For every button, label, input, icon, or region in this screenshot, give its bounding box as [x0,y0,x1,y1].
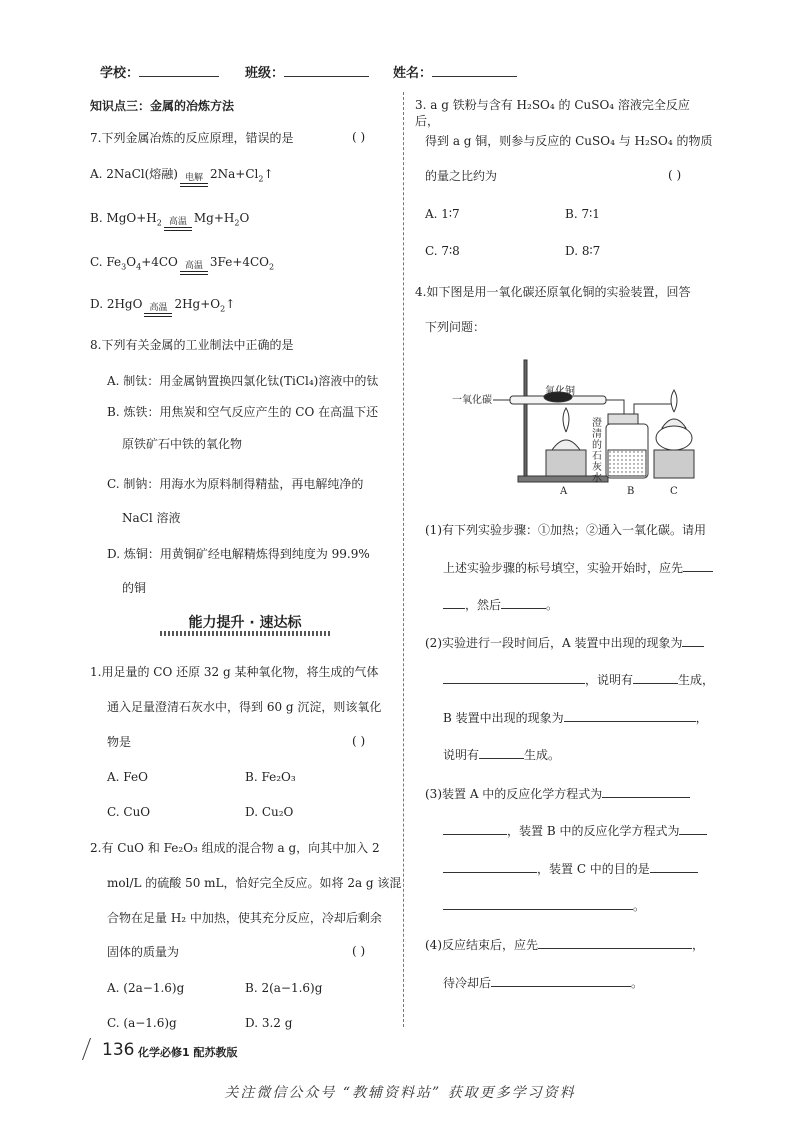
q8-stem: 8.下列有关金属的工业制法中正确的是 [90,338,294,352]
q4-p4-blank2[interactable] [491,975,631,987]
q4-p4-line2: 待冷却后 。 [443,976,644,990]
q7-answer-paren[interactable]: ( ) [352,130,366,144]
q4-p2-blank3[interactable] [633,672,678,684]
q1-line3: 物是 [107,735,132,749]
q4-p3-blank3[interactable] [679,823,707,835]
q1-option-d[interactable]: D. Cu₂O [245,805,294,819]
q8-option-c-line2: NaCl 溶液 [122,511,181,525]
fig-label-cuo: 氧化铜 [545,386,575,397]
q4-p3-line1: (3)装置 A 中的反应化学方程式为 [425,786,690,802]
q4-p3-blank4[interactable] [443,861,537,873]
q1-line1: 1.用足量的 CO 还原 32 g 某种氧化物，将生成的气体 [90,665,379,679]
class-blank[interactable] [284,64,369,77]
fig-label-b: B [627,486,635,497]
q4-p3-blank5[interactable] [650,861,698,873]
page-number: 136 [102,1040,135,1060]
q3-line3: 的量之比约为 [425,169,498,183]
name-label: 姓名： [393,66,433,81]
q7-stem: 7.下列金属冶炼的反应原理，错误的是 [90,131,294,145]
q4-p2-blank5[interactable] [479,747,524,759]
page-number-slash [82,1038,101,1060]
q4-p2-line2: ，说明有 生成， [443,672,714,688]
q2-option-c[interactable]: C. (a−1.6)g [107,1016,177,1030]
q7-option-a[interactable]: A. 2NaCl(熔融) 电解 $2Na+Cl_2↑$ [90,166,390,187]
q7-option-c[interactable]: C. $Fe_3O_4+4CO$ 高温 $3Fe+4CO_2$ [90,254,390,275]
q2-line2: mol/L 的硫酸 50 mL，恰好完全反应。如将 2a g 该混 [107,876,402,890]
fig-label-c: C [670,486,678,497]
q2-option-d[interactable]: D. 3.2 g [245,1016,293,1030]
q8-option-d-line1[interactable]: D. 炼铜：用黄铜矿经电解精炼得到纯度为 99.9% [107,547,370,561]
name-field [393,62,517,81]
q4-line2: 下列问题： [425,320,486,334]
class-field [245,62,369,81]
q2-option-a[interactable]: A. (2a−1.6)g [107,981,185,995]
q4-p1-blank1[interactable] [683,560,713,572]
fig-label-a: A [560,486,568,497]
q3-line2: 得到 a g 铜，则参与反应的 CuSO₄ 与 H₂SO₄ 的物质 [425,134,713,148]
section-banner: 能力提升 · 速达标 [160,612,330,636]
q1-option-a[interactable]: A. FeO [107,770,148,784]
q8-option-c-line1[interactable]: C. 制钠：用海水为原料制得精盐，再电解纯净的 [107,477,364,491]
q2-line4: 固体的质量为 [107,945,180,959]
fig-label-limewater: 澄清的石灰水 [592,418,602,484]
q4-p1-line3: ，然后 。 [443,597,558,613]
school-label: 学校： [100,66,140,81]
q4-p2-line3: B 装置中出现的现象为 ， [443,711,708,725]
q4-line1: 4.如下图是用一氧化碳还原氧化铜的实验装置，回答 [415,285,691,299]
book-title: 化学必修1 配苏教版 [138,1046,238,1059]
q4-p4-blank1[interactable] [538,937,692,949]
q4-p2-blank4[interactable] [564,710,696,722]
q4-p3-line4: 。 [443,898,645,914]
q7-option-b[interactable]: B. $MgO+H_2$ 高温 $Mg+H_2O$ [90,210,390,231]
q1-option-b[interactable]: B. Fe₂O₃ [245,770,296,784]
q4-p4-line1: (4)反应结束后，应先 ， [425,938,705,952]
q8-option-b-line2: 原铁矿石中铁的氧化物 [122,437,243,451]
q4-p3-blank6[interactable] [443,898,633,910]
q2-line3: 合物在足量 H₂ 中加热，使其充分反应，冷却后剩余 [107,911,382,925]
q2-line1: 2.有 CuO 和 Fe₂O₃ 组成的混合物 a g，向其中加入 2 [90,841,380,855]
q8-option-b-line1[interactable]: B. 炼铁：用焦炭和空气反应产生的 CO 在高温下还 [107,405,379,419]
q3-answer-paren[interactable]: ( ) [668,168,682,182]
q2-answer-paren[interactable]: ( ) [352,944,366,958]
fig-label-co: 一氧化碳 [452,395,492,406]
q1-option-c[interactable]: C. CuO [107,805,151,819]
class-label: 班级： [245,66,285,81]
q4-p2-blank2[interactable] [443,672,585,684]
q3-option-d[interactable]: D. 8∶7 [565,244,601,258]
q4-p2-blank1[interactable] [682,635,704,647]
school-field [100,62,219,81]
q8-option-d-line2: 的铜 [122,581,147,595]
q3-option-a[interactable]: A. 1∶7 [425,207,460,221]
name-blank[interactable] [432,64,517,77]
q4-p1-line1: (1)有下列实验步骤：①加热；②通入一氧化碳。请用 [425,523,707,537]
q4-p1-blank3[interactable] [501,597,546,609]
q7-option-d[interactable]: D. 2HgO 高温 $2Hg+O_2↑$ [90,296,390,317]
watermark-text: 关注微信公众号 “教辅资料站” 获取更多学习资料 [224,1085,576,1101]
q4-p3-blank2[interactable] [443,823,507,835]
q4-p3-line2: ，装置 B 中的反应化学方程式为 [443,823,707,839]
q1-line2: 通入足量澄清石灰水中，得到 60 g 沉淀，则该氧化 [107,700,382,714]
section-title: 知识点三：金属的冶炼方法 [90,99,235,113]
q3-option-b[interactable]: B. 7∶1 [565,207,600,221]
q8-option-a[interactable]: A. 制钛：用金属钠置换四氯化钛(TiCl₄)溶液中的钛 [107,374,379,388]
q4-p2-line4: 说明有 生成。 [443,748,561,762]
q4-p3-blank1[interactable] [602,786,690,798]
q3-line1: 3. a g 铁粉与含有 H₂SO₄ 的 CuSO₄ 溶液完全反应后， [415,98,690,128]
burner-c [656,426,692,450]
q4-p2-line1: (2)实验进行一段时间后，A 装置中出现的现象为 [425,635,704,651]
school-blank[interactable] [139,64,219,77]
q4-p1-line2: 上述实验步骤的标号填空，实验开始时，应先 [443,560,713,576]
q4-p1-blank2[interactable] [443,597,465,609]
ring-stand-rod [524,360,527,478]
q1-answer-paren[interactable]: ( ) [352,734,366,748]
q3-option-c[interactable]: C. 7∶8 [425,244,460,258]
q4-p3-line3: ，装置 C 中的目的是 [443,861,698,877]
q2-option-b[interactable]: B. 2(a−1.6)g [245,981,323,995]
co-reduction-apparatus-figure [448,350,713,500]
